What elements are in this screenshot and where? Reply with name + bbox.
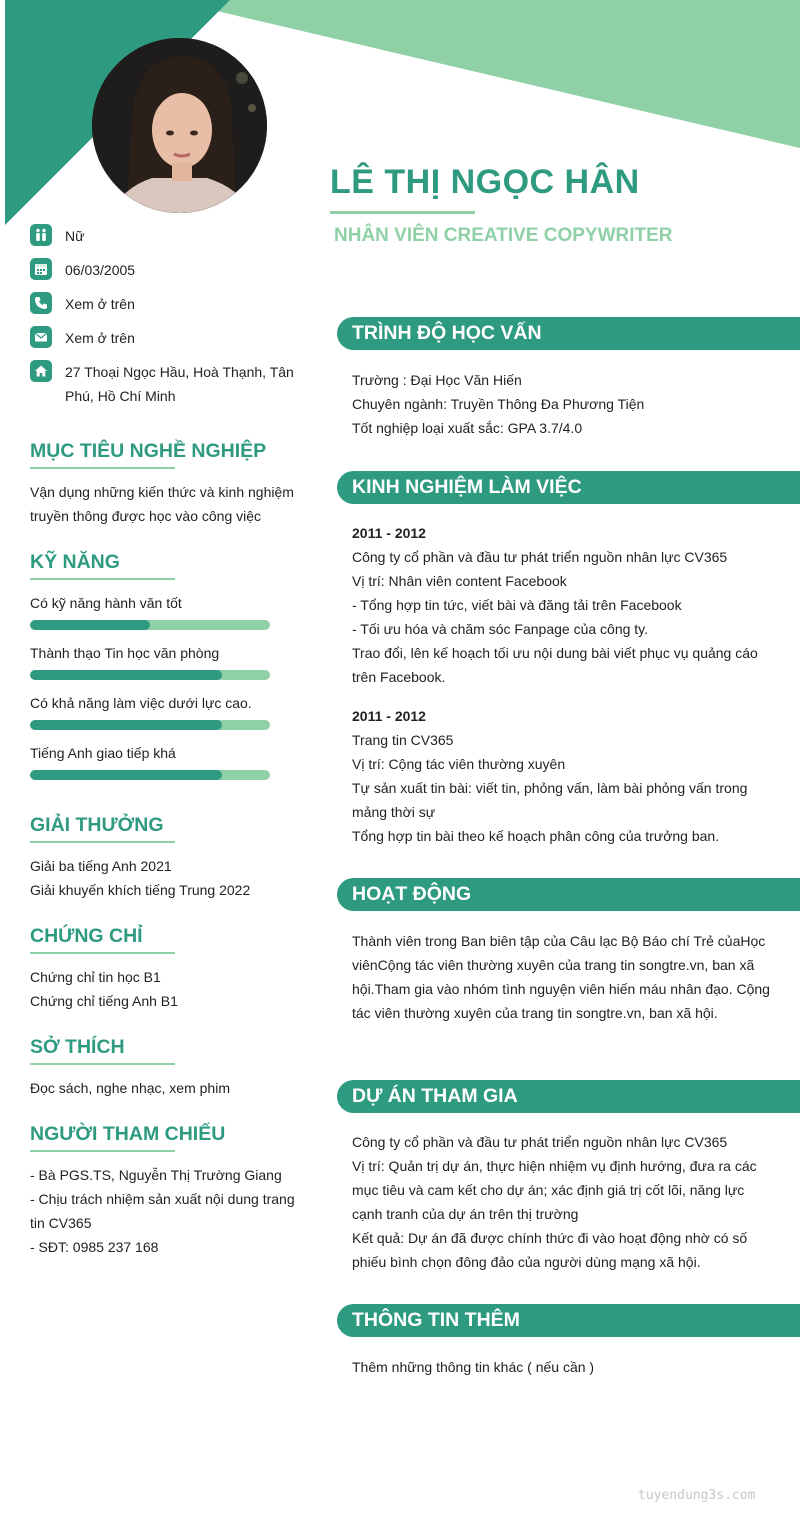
- job-date: 2011 - 2012: [352, 525, 426, 541]
- job-line: Trao đổi, lên kế hoạch tối ưu nội dung bài viết phục vụ quảng cáo trên Facebook.: [352, 645, 758, 685]
- skills-underline: [30, 578, 175, 580]
- skill-bar-fill: [30, 720, 222, 730]
- references-list: [30, 1163, 305, 1259]
- job-title: NHÂN VIÊN CREATIVE COPYWRITER: [334, 225, 673, 246]
- gender-icon: [30, 224, 52, 246]
- info-gender: [30, 224, 84, 248]
- awards-list: [30, 854, 305, 902]
- education-line: Tốt nghiệp loại xuất sắc: GPA 3.7/4.0: [352, 420, 583, 436]
- skill-bar-fill: [30, 620, 150, 630]
- job-line: Vị trí: Nhân viên content Facebook: [352, 573, 567, 589]
- hobbies-text: Đọc sách, nghe nhạc, xem phim: [30, 1080, 230, 1096]
- experience-heading: KINH NGHIỆM LÀM VIỆC: [337, 471, 800, 504]
- email-value: Xem ở trên: [65, 330, 135, 346]
- info-address: [30, 360, 297, 408]
- project-line: Vị trí: Quản trị dự án, thực hiện nhiệm vụ định hướng, đưa ra các mục tiêu và cam kết cho dự án; xác định giá trị cốt lõi, năng lực cạnh tranh của dự án trên thị trường: [352, 1158, 757, 1222]
- project-line: Công ty cổ phần và đầu tư phát triển nguồn nhân lực CV365: [352, 1134, 728, 1150]
- education-heading: TRÌNH ĐỘ HỌC VẤN: [337, 317, 800, 350]
- skill-label: Có khả năng làm việc dưới lực cao.: [30, 695, 252, 711]
- skill-bar-fill: [30, 770, 222, 780]
- name-underline: [330, 211, 475, 214]
- skill-label: Thành thạo Tin học văn phòng: [30, 645, 220, 661]
- calendar-icon: [30, 258, 52, 280]
- info-email: [30, 326, 135, 350]
- gender-value: Nữ: [65, 228, 85, 244]
- certificate-item: Chứng chỉ tin học B1: [30, 969, 161, 985]
- certificates-heading: CHỨNG CHỈ: [30, 925, 143, 947]
- skill-label: Có kỹ năng hành văn tốt: [30, 595, 182, 611]
- info-phone: [30, 292, 135, 316]
- skills-heading: KỸ NĂNG: [30, 551, 120, 573]
- job-line: Tổng hợp tin bài theo kế hoạch phân công của trưởng ban.: [352, 828, 720, 844]
- skill-label: Tiếng Anh giao tiếp khá: [30, 745, 176, 761]
- hobbies-heading: SỞ THÍCH: [30, 1036, 125, 1058]
- job-line: - Tổng hợp tin tức, viết bài và đăng tải trên Facebook: [352, 597, 682, 613]
- certificate-item: Chứng chỉ tiếng Anh B1: [30, 993, 178, 1009]
- activities-heading: HOẠT ĐỘNG: [337, 878, 800, 911]
- job-line: - Tối ưu hóa và chăm sóc Fanpage của công ty.: [352, 621, 649, 637]
- education-line: Trường : Đại Học Văn Hiến: [352, 372, 522, 388]
- references-heading: NGƯỜI THAM CHIẾU: [30, 1123, 226, 1145]
- activities-text: Thành viên trong Ban biên tập của Câu lạc Bộ Báo chí Trẻ củaHọc viênCộng tác viên thường xuyên của trang tin songtre.vn, ban xã hội.Tham gia vào nhóm tình nguyện viên hiến máu nhân đạo. Cộng tác viên thường xuyên của trang tin songtre.vn, ban xã hội.: [352, 933, 770, 1021]
- awards-underline: [30, 841, 175, 843]
- experience-job: [352, 521, 772, 689]
- birthday-value: 06/03/2005: [65, 262, 136, 278]
- reference-item: - SĐT: 0985 237 168: [30, 1239, 159, 1255]
- experience-job: [352, 704, 772, 848]
- info-birthday: [30, 258, 135, 282]
- reference-item: - Chịu trách nhiệm sản xuất nội dung trang tin CV365: [30, 1191, 295, 1231]
- job-line: Công ty cổ phần và đầu tư phát triển nguồn nhân lực CV365: [352, 549, 728, 565]
- skill-bar: [30, 770, 270, 780]
- hobbies-underline: [30, 1063, 175, 1065]
- skill-bar-fill: [30, 670, 222, 680]
- references-underline: [30, 1150, 175, 1152]
- education-details: [352, 368, 772, 440]
- skill-bar: [30, 620, 270, 630]
- projects-heading: DỰ ÁN THAM GIA: [337, 1080, 800, 1113]
- skill-bar: [30, 720, 270, 730]
- extra-text: Thêm những thông tin khác ( nếu cần ): [352, 1359, 595, 1375]
- job-line: Trang tin CV365: [352, 732, 454, 748]
- avatar: [92, 38, 267, 213]
- home-icon: [30, 360, 52, 382]
- objective-heading: MỤC TIÊU NGHỀ NGHIỆP: [30, 440, 267, 462]
- portrait-photo: [92, 38, 267, 213]
- projects-details: [352, 1130, 772, 1274]
- job-line: Tự sản xuất tin bài: viết tin, phỏng vấn, làm bài phỏng vấn trong mảng thời sự: [352, 780, 748, 820]
- job-line: Vị trí: Cộng tác viên thường xuyên: [352, 756, 566, 772]
- objective-underline: [30, 467, 175, 469]
- address-value: 27 Thoại Ngọc Hầu, Hoà Thạnh, Tân Phú, Hồ Chí Minh: [65, 364, 294, 404]
- award-item: Giải ba tiếng Anh 2021: [30, 858, 172, 874]
- email-icon: [30, 326, 52, 348]
- certificates-list: [30, 965, 305, 1013]
- phone-value: Xem ở trên: [65, 296, 135, 312]
- awards-heading: GIẢI THƯỞNG: [30, 814, 164, 836]
- extra-heading: THÔNG TIN THÊM: [337, 1304, 800, 1337]
- watermark: tuyendung3s.com: [638, 1488, 756, 1503]
- project-line: Kết quả: Dự án đã được chính thức đi vào hoạt động nhờ có số phiếu bình chọn đông đảo của người dùng mạng xã hội.: [352, 1230, 748, 1270]
- full-name: LÊ THỊ NGỌC HÂN: [330, 163, 640, 201]
- education-line: Chuyên ngành: Truyền Thông Đa Phương Tiện: [352, 396, 645, 412]
- award-item: Giải khuyến khích tiếng Trung 2022: [30, 882, 251, 898]
- job-date: 2011 - 2012: [352, 708, 426, 724]
- reference-item: - Bà PGS.TS, Nguyễn Thị Trường Giang: [30, 1167, 282, 1183]
- objective-text: Vận dụng những kiến thức và kinh nghiệm truyền thông được học vào công việc: [30, 484, 294, 524]
- phone-icon: [30, 292, 52, 314]
- skill-bar: [30, 670, 270, 680]
- certificates-underline: [30, 952, 175, 954]
